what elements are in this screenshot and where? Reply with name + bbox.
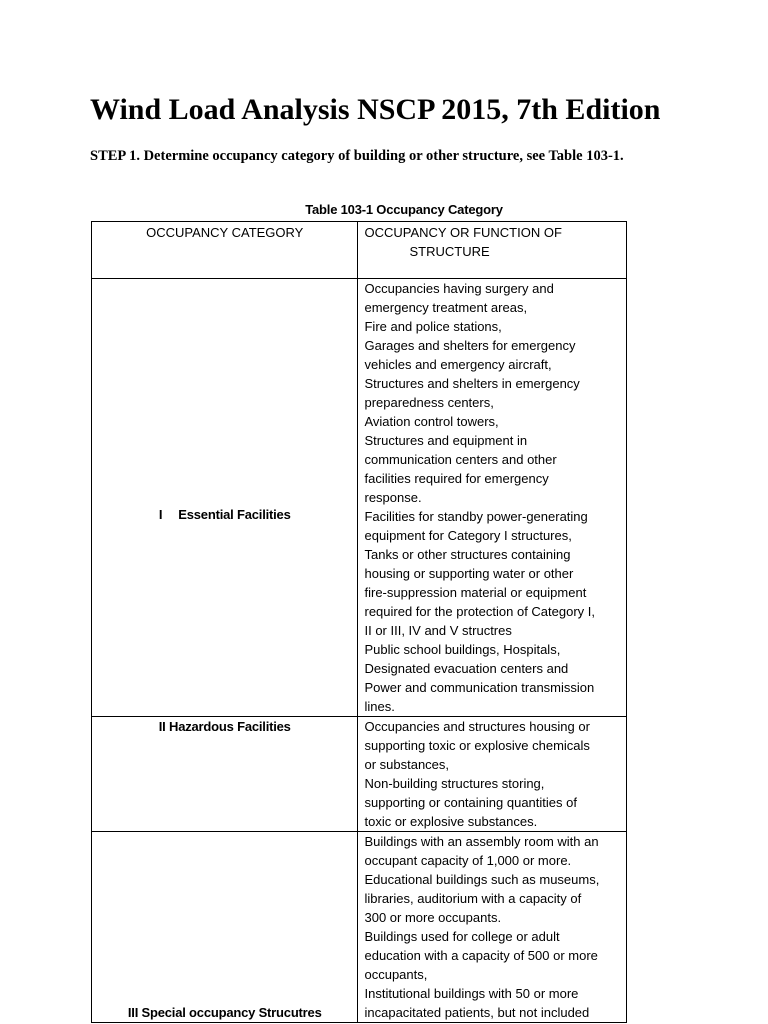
function-line: supporting or containing quantities of: [364, 795, 577, 810]
function-line: Tanks or other structures containing: [364, 547, 571, 562]
function-line: libraries, auditorium with a capacity of: [364, 891, 582, 906]
function-line: emergency treatment areas,: [364, 300, 528, 315]
function-line: Aviation control towers,: [364, 414, 499, 429]
header-function-line2: STRUCTURE: [409, 244, 490, 259]
function-line: communication centers and other: [364, 452, 557, 467]
category-label-essential: [92, 505, 357, 524]
header-category-label: OCCUPANCY CATEGORY: [146, 225, 304, 240]
function-line: Structures and shelters in emergency: [364, 376, 580, 391]
table-header-row: [92, 222, 627, 279]
function-line: response.: [364, 490, 422, 505]
function-line: Occupancies and structures housing or: [364, 719, 590, 734]
function-line: housing or supporting water or other: [364, 566, 574, 581]
function-line: incapacitated patients, but not included: [364, 1005, 590, 1020]
function-line: Garages and shelters for emergency: [364, 338, 576, 353]
function-line: occupants,: [364, 967, 428, 982]
function-line: Buildings used for college or adult: [364, 929, 560, 944]
category-number: I: [158, 507, 163, 522]
function-line: fire-suppression material or equipment: [364, 585, 587, 600]
header-occupancy-category: [92, 222, 358, 279]
table-caption: Table 103-1 Occupancy Category: [305, 202, 503, 217]
category-label-hazardous: II Hazardous Facilities: [158, 719, 291, 734]
function-line: Institutional buildings with 50 or more: [364, 986, 579, 1001]
header-occupancy-function: [358, 222, 627, 279]
category-name: Essential Facilities: [178, 507, 291, 522]
category-label-special: III Special occupancy Strucutres: [127, 1005, 322, 1020]
function-line: Educational buildings such as museums,: [364, 872, 600, 887]
occupancy-category-table: [91, 221, 627, 1023]
category-cell-hazardous: [92, 717, 358, 832]
document-title: Wind Load Analysis NSCP 2015, 7th Edition: [90, 93, 661, 126]
function-line: or substances,: [364, 757, 450, 772]
function-line: vehicles and emergency aircraft,: [364, 357, 552, 372]
function-line: occupant capacity of 1,000 or more.: [364, 853, 572, 868]
function-line: Designated evacuation centers and: [364, 661, 569, 676]
step-instruction: STEP 1. Determine occupancy category of building or other structure, see Table 103-1.: [90, 148, 624, 164]
function-line: Fire and police stations,: [364, 319, 502, 334]
function-cell-special: [358, 832, 627, 1023]
table-row: [92, 717, 627, 832]
function-line: required for the protection of Category I,: [364, 604, 595, 619]
function-line: Public school buildings, Hospitals,: [364, 642, 561, 657]
category-cell-special: [92, 832, 358, 1023]
header-function-line1: OCCUPANCY OR FUNCTION OF: [364, 225, 562, 240]
function-line: Power and communication transmission: [364, 680, 595, 695]
function-line: II or III, IV and V structres: [364, 623, 512, 638]
function-line: facilities required for emergency: [364, 471, 549, 486]
function-line: preparedness centers,: [364, 395, 494, 410]
function-line: education with a capacity of 500 or more: [364, 948, 598, 963]
function-line: toxic or explosive substances.: [364, 814, 538, 829]
category-cell-essential: [92, 279, 358, 717]
function-line: 300 or more occupants.: [364, 910, 502, 925]
function-line: lines.: [364, 699, 395, 714]
function-line: supporting toxic or explosive chemicals: [364, 738, 590, 753]
function-cell-essential: [358, 279, 627, 717]
function-line: Non-building structures storing,: [364, 776, 545, 791]
function-line: Buildings with an assembly room with an: [364, 834, 599, 849]
function-line: Structures and equipment in: [364, 433, 528, 448]
function-cell-hazardous: [358, 717, 627, 832]
function-line: equipment for Category I structures,: [364, 528, 572, 543]
table-row: [92, 279, 627, 717]
function-line: Occupancies having surgery and: [364, 281, 554, 296]
function-line: Facilities for standby power-generating: [364, 509, 588, 524]
table-row: [92, 832, 627, 1023]
